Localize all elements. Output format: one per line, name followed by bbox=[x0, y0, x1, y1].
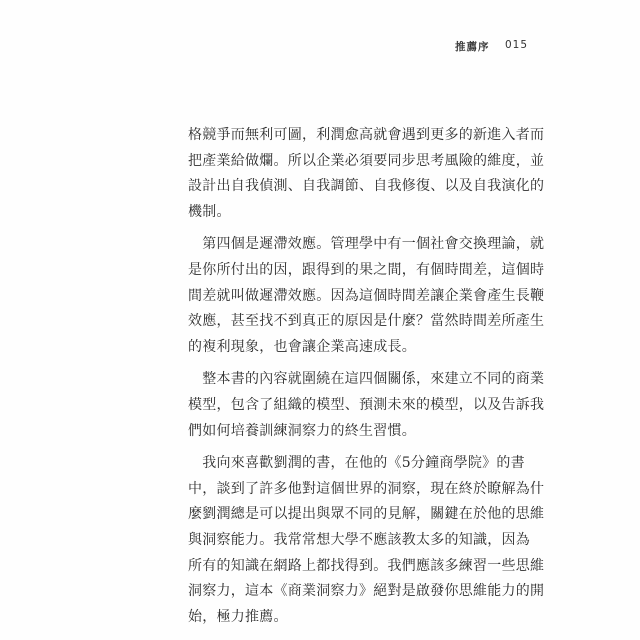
paragraph-2 bbox=[188, 232, 545, 360]
text-line: 把產業給做爛。所以企業必須要同步思考風險的維度，並 bbox=[188, 152, 545, 169]
running-head bbox=[455, 39, 555, 55]
text-line: 的複利現象，也會讓企業高速成長。 bbox=[188, 338, 416, 355]
text-line: 們如何培養訓練洞察力的終生習慣。 bbox=[188, 422, 416, 439]
paragraph-3 bbox=[188, 367, 545, 444]
text-line: 機制。 bbox=[188, 203, 231, 220]
text-line: 與洞察能力。我常常想大學不應該教太多的知識，因為 bbox=[188, 531, 530, 548]
page-number: 015 bbox=[505, 39, 529, 51]
paragraph-4 bbox=[188, 451, 545, 630]
text-line: 間差就叫做遲滯效應。因為這個時間差讓企業會產生長鞭 bbox=[188, 287, 545, 304]
text-line: 始，極力推薦。 bbox=[188, 608, 288, 625]
paragraph-1 bbox=[188, 123, 545, 225]
text-line: 中，談到了許多他對這個世界的洞察，現在終於瞭解為什 bbox=[188, 480, 545, 497]
text-line: 洞察力，這本《商業洞察力》絕對是啟發你思維能力的開 bbox=[188, 583, 545, 600]
text-line: 麼劉潤總是可以提出與眾不同的見解，關鍵在於他的思維 bbox=[188, 506, 545, 523]
text-line: 模型，包含了組織的模型、預測未來的模型，以及告訴我 bbox=[188, 396, 545, 413]
text-line: 第四個是遲滯效應。管理學中有一個社會交換理論，就 bbox=[188, 236, 545, 253]
text-line: 整本書的內容就圍繞在這四個關係，來建立不同的商業 bbox=[188, 371, 545, 388]
text-line: 效應，甚至找不到真正的原因是什麼？當然時間差所產生 bbox=[188, 313, 545, 330]
text-line: 設計出自我偵測、自我調節、自我修復、以及自我演化的 bbox=[188, 178, 545, 195]
section-title: 推薦序 bbox=[455, 41, 490, 53]
text-line: 是你所付出的因，跟得到的果之間，有個時間差，這個時 bbox=[188, 261, 545, 278]
body-text bbox=[188, 123, 545, 637]
text-line: 所有的知識在網路上都找得到。我們應該多練習一些思維 bbox=[188, 557, 545, 574]
text-line: 我向來喜歡劉潤的書，在他的《5分鐘商學院》的書 bbox=[188, 455, 525, 472]
text-line: 格競爭而無利可圖，利潤愈高就會遇到更多的新進入者而 bbox=[188, 127, 545, 143]
